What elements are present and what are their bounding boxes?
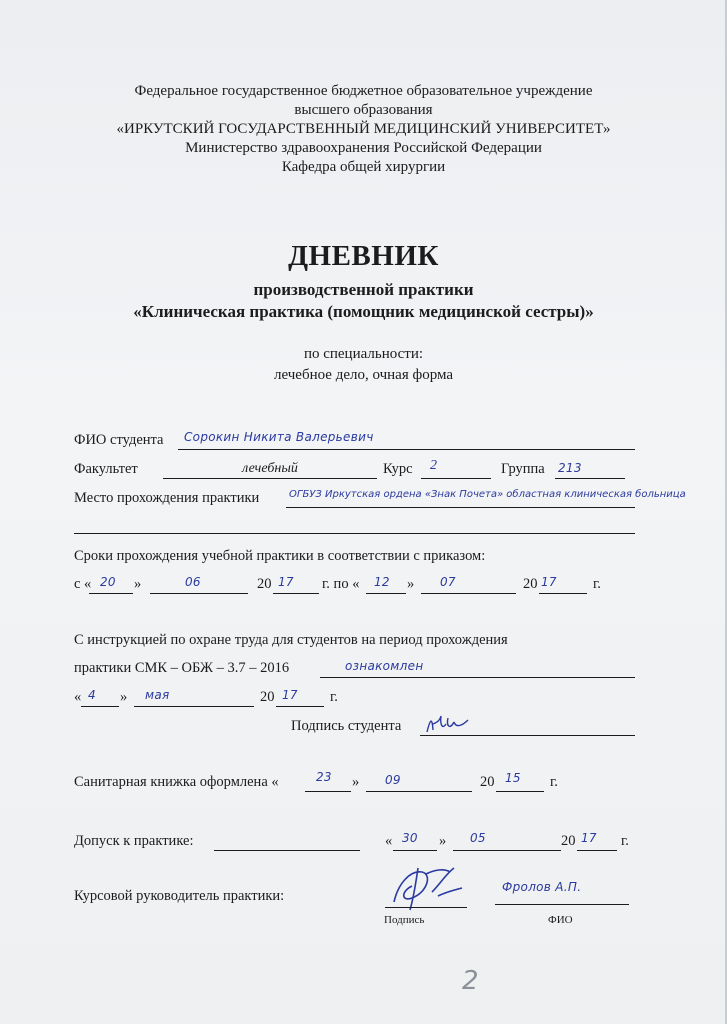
sanbook-year-prefix: 20 xyxy=(480,774,495,790)
student-signature-label: Подпись студента xyxy=(291,718,402,734)
admission-underline xyxy=(214,850,360,851)
from-close-quote: » xyxy=(134,576,142,592)
sanbook-year-underline xyxy=(496,791,544,792)
student-signature-icon[interactable] xyxy=(424,712,474,736)
to-day-underline xyxy=(366,593,406,594)
from-month-underline xyxy=(150,593,248,594)
specialty-value: лечебное дело, очная форма xyxy=(273,367,454,383)
from-day-underline xyxy=(89,593,133,594)
course-value[interactable]: 2 xyxy=(430,458,437,473)
admit-year[interactable]: 17 xyxy=(581,831,597,845)
instr-year-prefix: 20 xyxy=(260,689,275,705)
place-underline xyxy=(286,507,635,508)
institution-line: Федеральное государственное бюджетное образовательное учреждение xyxy=(134,83,593,99)
sanbook-day-underline xyxy=(305,791,351,792)
to-year-underline xyxy=(539,593,587,594)
sanbook-day[interactable]: 23 xyxy=(316,770,332,784)
signature-caption: Подпись xyxy=(384,914,425,926)
instr-year-underline xyxy=(276,706,324,707)
to-close-quote: » xyxy=(407,576,415,592)
from-prefix: с « xyxy=(74,576,92,592)
instr-year[interactable]: 17 xyxy=(282,688,298,702)
instr-year-suffix: г. xyxy=(330,689,338,705)
from-day[interactable]: 20 xyxy=(100,575,116,589)
place-value[interactable]: ОГБУЗ Иркутская ордена «Знак Почета» областная клиническая больница xyxy=(289,489,686,500)
to-year-suffix: г. xyxy=(593,576,601,592)
sanbook-year[interactable]: 15 xyxy=(505,771,521,785)
place-underline-2 xyxy=(74,533,635,534)
dates-label: Сроки прохождения учебной практики в соответствии с приказом: xyxy=(74,548,486,564)
fio-underline xyxy=(178,449,635,450)
from-year-prefix: 20 xyxy=(257,576,272,592)
sanbook-month-underline xyxy=(366,791,472,792)
admit-month-underline xyxy=(453,850,561,851)
supervisor-label: Курсовой руководитель практики: xyxy=(74,888,285,904)
admit-open-quote: « xyxy=(385,833,393,849)
faculty-underline xyxy=(163,478,377,479)
to-prefix: г. по « xyxy=(322,576,360,592)
admit-month[interactable]: 05 xyxy=(470,831,486,845)
admit-year-suffix: г. xyxy=(621,833,629,849)
fio-label: ФИО студента xyxy=(74,432,164,448)
education-level-line: высшего образования xyxy=(294,102,433,118)
university-name: «ИРКУТСКИЙ ГОСУДАРСТВЕННЫЙ МЕДИЦИНСКИЙ УНИВЕРСИТЕТ» xyxy=(116,121,611,137)
document-subtitle: производственной практики xyxy=(253,280,474,299)
instr-day-underline xyxy=(81,706,119,707)
to-month-underline xyxy=(421,593,516,594)
from-year-underline xyxy=(273,593,319,594)
to-year[interactable]: 17 xyxy=(541,575,557,589)
instr-open-quote: « xyxy=(74,689,82,705)
sanbook-label: Санитарная книжка оформлена « xyxy=(74,774,279,790)
supervisor-name-underline xyxy=(495,904,629,905)
course-label: Курс xyxy=(383,461,413,477)
place-label: Место прохождения практики xyxy=(74,490,260,506)
instruction-underline xyxy=(320,677,635,678)
admission-label: Допуск к практике: xyxy=(74,833,194,849)
instruction-value[interactable]: ознакомлен xyxy=(345,659,424,673)
admit-close-quote: » xyxy=(439,833,447,849)
ministry-line: Министерство здравоохранения Российской Федерации xyxy=(185,140,542,156)
group-value[interactable]: 213 xyxy=(558,461,582,475)
to-year-prefix: 20 xyxy=(523,576,538,592)
department-line: Кафедра общей хирургии xyxy=(281,159,446,175)
supervisor-name[interactable]: Фролов А.П. xyxy=(502,880,582,894)
instr-day[interactable]: 4 xyxy=(88,688,96,702)
from-month[interactable]: 06 xyxy=(185,575,201,589)
to-day[interactable]: 12 xyxy=(374,575,390,589)
practice-name: «Клиническая практика (помощник медицинской сестры)» xyxy=(133,302,594,321)
group-label: Группа xyxy=(501,461,545,477)
instr-month[interactable]: мая xyxy=(145,688,170,702)
admit-day[interactable]: 30 xyxy=(402,831,418,845)
faculty-value[interactable]: лечебный xyxy=(242,461,298,476)
faculty-label: Факультет xyxy=(74,461,138,477)
sanbook-year-suffix: г. xyxy=(550,774,558,790)
from-year[interactable]: 17 xyxy=(278,575,294,589)
admit-year-prefix: 20 xyxy=(561,833,576,849)
fio-caption: ФИО xyxy=(548,914,573,926)
document-title: ДНЕВНИК xyxy=(288,240,439,272)
fio-value[interactable]: Сорокин Никита Валерьевич xyxy=(184,430,374,444)
to-month[interactable]: 07 xyxy=(440,575,456,589)
sanbook-month[interactable]: 09 xyxy=(385,773,401,787)
instruction-line-2: практики СМК – ОБЖ – 3.7 – 2016 xyxy=(74,660,290,676)
instruction-line-1: С инструкцией по охране труда для студентов на период прохождения xyxy=(74,632,508,648)
admit-day-underline xyxy=(393,850,437,851)
page-number-mark: 2 xyxy=(462,966,479,996)
course-underline xyxy=(421,478,491,479)
specialty-label: по специальности: xyxy=(303,346,424,362)
sanbook-close-quote: » xyxy=(352,774,360,790)
admit-year-underline xyxy=(577,850,617,851)
group-underline xyxy=(555,478,625,479)
instr-close-quote: » xyxy=(120,689,128,705)
supervisor-signature-underline xyxy=(385,907,467,908)
instr-month-underline xyxy=(134,706,254,707)
